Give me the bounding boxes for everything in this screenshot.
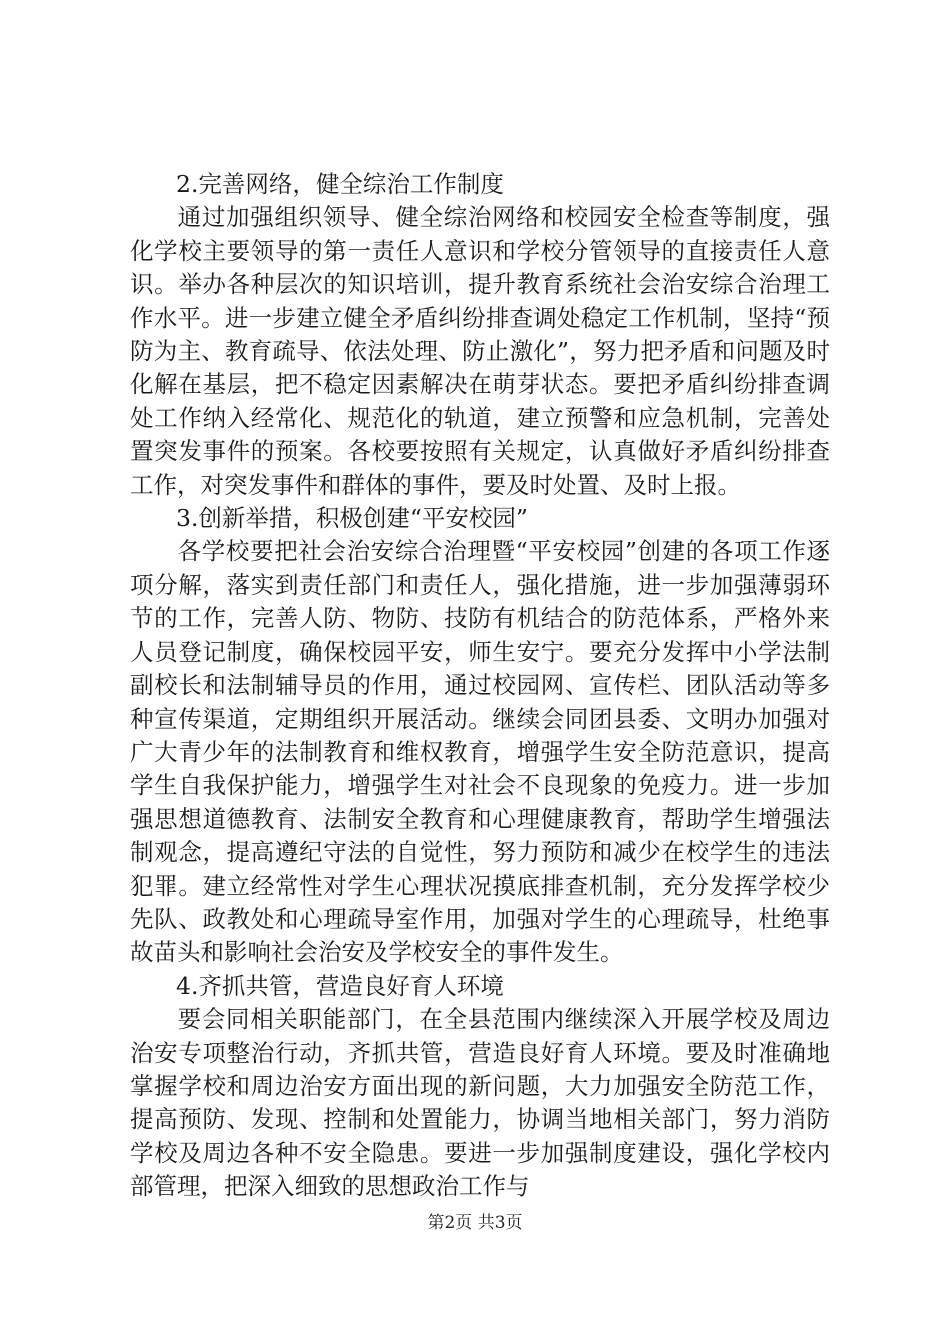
document-body [130, 168, 830, 1204]
paragraph-text: 要会同相关职能部门，在全县范围内继续深入开展学校及周边治安专项整治行动，齐抓共管，营造良好育人环境。要及时准确地掌握学校和周边治安方面出现的新问题，大力加强安全防范工作，提高预防、发现、控制和处置能力，协调当地相关部门，努力消防学校及周边各种不安全隐患。要进一步加强制度建设，强化学校内部管理，把深入细致的思想政治工作与 [130, 1005, 830, 1201]
paragraph-text: 各学校要把社会治安综合治理暨“平安校园”创建的各项工作逐项分解，落实到责任部门和责任人，强化措施，进一步加强薄弱环节的工作，完善人防、物防、技防有机结合的防范体系，严格外来人员登记制度，确保校园平安，师生安宁。要充分发挥中小学法制副校长和法制辅导员的作用，通过校园网、宣传栏、团队活动等多种宣传渠道，定期组织开展活动。继续会同团县委、文明办加强对广大青少年的法制教育和维权教育，增强学生安全防范意识，提高学生自我保护能力，增强学生对社会不良现象的免疫力。进一步加强思想道德教育、法制安全教育和心理健康教育，帮助学生增强法制观念，提高遵纪守法的自觉性，努力预防和减少在校学生的违法犯罪。建立经常性对学生心理状况摸底排查机制，充分发挥学校少先队、政教处和心理疏导室作用，加强对学生的心理疏导，杜绝事故苗头和影响社会治安及学校安全的事件发生。 [130, 537, 830, 967]
section-paragraph-4 [130, 1003, 830, 1203]
page-number-footer: 第2页 共3页 [427, 1213, 523, 1233]
section-heading-3: 3.创新举措，积极创建“平安校园” [176, 504, 528, 533]
section-heading-2: 2.完善网络，健全综治工作制度 [176, 170, 504, 198]
paragraph-text: 通过加强组织领导、健全综治网络和校园安全检查等制度，强化学校主要领导的第一责任人意识和学校分管领导的直接责任人意识。举办各种层次的知识培训，提升教育系统社会治安综合治理工作水平。进一步建立健全矛盾纠纷排查调处稳定工作机制，坚持“预防为主、教育疏导、依法处理、防止激化”，努力把矛盾和问题及时化解在基层，把不稳定因素解决在萌芽状态。要把矛盾纠纷排查调处工作纳入经常化、规范化的轨道，建立预警和应急机制，完善处置突发事件的预案。各校要按照有关规定，认真做好矛盾纠纷排查工作，对突发事件和群体的事件，要及时处置、及时上报。 [130, 203, 830, 499]
section-paragraph-3 [130, 535, 830, 969]
section-heading-4: 4.齐抓共管，营造良好育人环境 [176, 971, 504, 1000]
section-paragraph-2 [130, 201, 830, 502]
